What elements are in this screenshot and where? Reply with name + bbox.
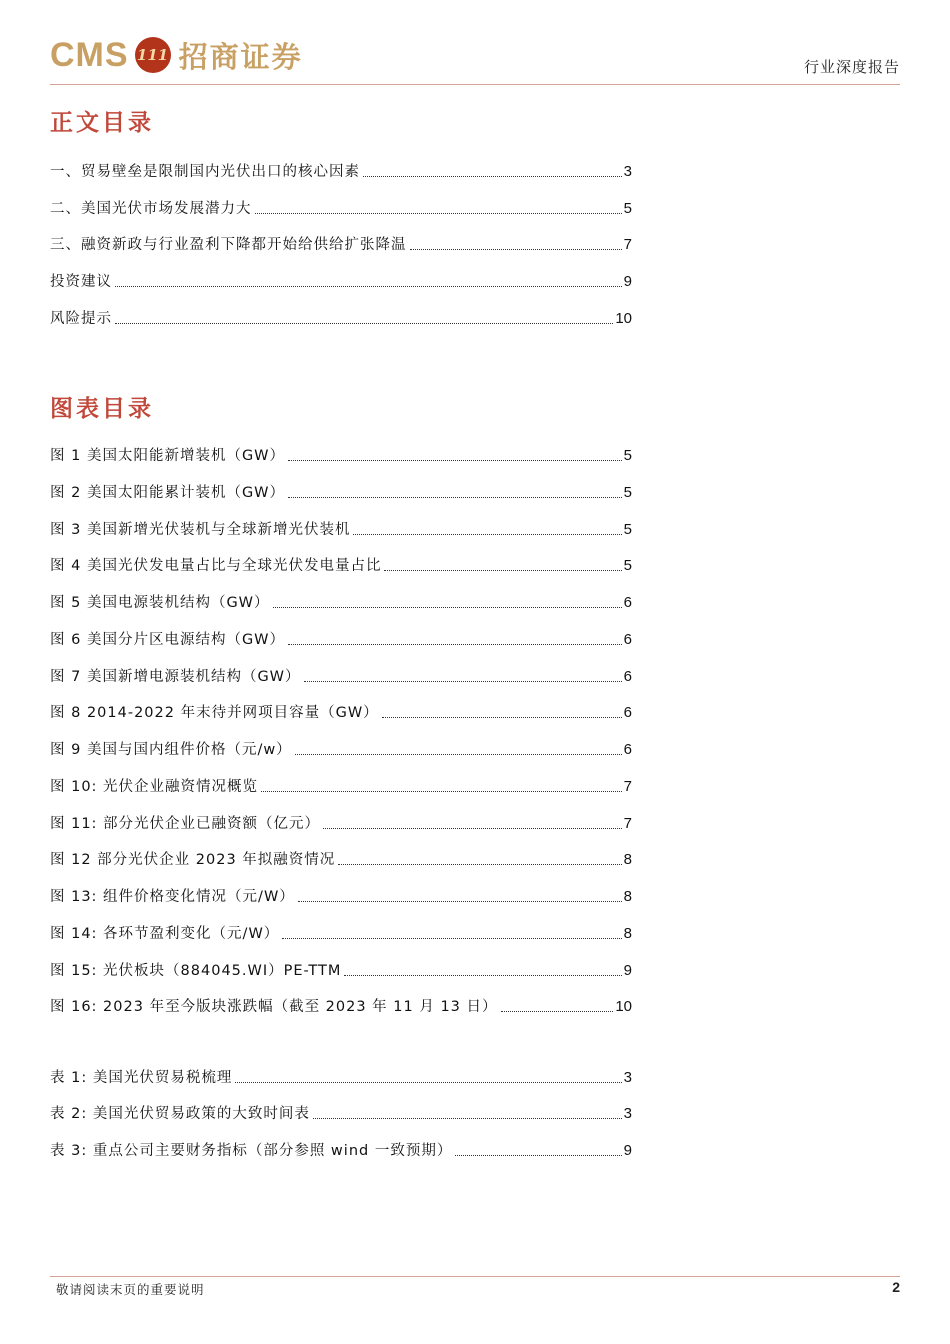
figure-entry-label: 图 9 美国与国内组件价格（元/w） — [50, 742, 292, 758]
figure-entry-page: 5 — [623, 521, 632, 538]
toc-entry[interactable] — [50, 197, 632, 219]
toc-leader-dots — [288, 644, 622, 645]
toc-leader-dots — [261, 791, 622, 792]
toc-leader-dots — [384, 570, 621, 571]
figure-entry[interactable] — [50, 628, 632, 650]
figure-entry-page: 7 — [623, 815, 632, 832]
figure-entry-page: 5 — [623, 557, 632, 574]
figure-entry[interactable] — [50, 848, 632, 870]
figure-entry[interactable] — [50, 701, 632, 723]
toc-entry[interactable] — [50, 160, 632, 182]
toc-leader-dots — [304, 681, 622, 682]
figure-entry[interactable] — [50, 959, 632, 981]
table-entry-label: 表 1: 美国光伏贸易税梳理 — [50, 1070, 233, 1086]
toc-leader-dots — [501, 1011, 614, 1012]
figure-entry-page: 6 — [623, 704, 632, 721]
table-entry-page: 3 — [623, 1105, 632, 1122]
toc-entry-page: 3 — [623, 163, 632, 180]
toc-entry-label: 一、贸易壁垒是限制国内光伏出口的核心因素 — [50, 164, 360, 180]
logo-badge-icon: 111 — [135, 37, 171, 73]
figure-entry-page: 7 — [623, 778, 632, 795]
footer-divider — [50, 1276, 900, 1277]
figure-entry-page: 9 — [623, 962, 632, 979]
toc-entry-label: 投资建议 — [50, 274, 112, 290]
figure-entry-label: 图 13: 组件价格变化情况（元/W） — [50, 889, 295, 905]
figure-entry-label: 图 6 美国分片区电源结构（GW） — [50, 632, 286, 648]
toc-entry[interactable] — [50, 307, 632, 329]
figure-entry[interactable] — [50, 554, 632, 576]
toc-entry-page: 7 — [623, 236, 632, 253]
table-entry-page: 3 — [623, 1069, 632, 1086]
toc-leader-dots — [298, 901, 622, 902]
toc-leader-dots — [115, 323, 613, 324]
figure-entry-label: 图 5 美国电源装机结构（GW） — [50, 595, 270, 611]
figure-entry[interactable] — [50, 665, 632, 687]
figure-entry-label: 图 14: 各环节盈利变化（元/W） — [50, 926, 280, 942]
figure-entry-page: 6 — [623, 741, 632, 758]
figure-entry-label: 图 3 美国新增光伏装机与全球新增光伏装机 — [50, 522, 351, 538]
report-type-label: 行业深度报告 — [803, 58, 900, 76]
footer-disclaimer-note: 敬请阅读末页的重要说明 — [56, 1282, 205, 1297]
page-number: 2 — [892, 1279, 900, 1295]
toc-leader-dots — [273, 607, 622, 608]
figure-entry[interactable] — [50, 885, 632, 907]
table-entry-page: 9 — [623, 1142, 632, 1159]
toc-leader-dots — [295, 754, 622, 755]
figure-entry-page: 6 — [623, 668, 632, 685]
figure-entry[interactable] — [50, 922, 632, 944]
toc-leader-dots — [288, 497, 622, 498]
figure-entry[interactable] — [50, 518, 632, 540]
logo-chinese-text: 招商证券 — [178, 39, 303, 74]
figure-entry-page: 8 — [623, 888, 632, 905]
figure-entry-label: 图 15: 光伏板块（884045.WI）PE-TTM — [50, 963, 342, 979]
figure-entry-label: 图 16: 2023 年至今版块涨跌幅（截至 2023 年 11 月 13 日） — [50, 999, 498, 1015]
toc-leader-dots — [235, 1082, 621, 1083]
toc-leader-dots — [323, 828, 622, 829]
cms-logo — [50, 34, 303, 76]
toc-leader-dots — [288, 460, 622, 461]
table-entry[interactable] — [50, 1139, 632, 1161]
figure-entry[interactable] — [50, 775, 632, 797]
toc-entry[interactable] — [50, 233, 632, 255]
logo-latin-text: CMS — [50, 35, 129, 74]
figure-entry-label: 图 11: 部分光伏企业已融资额（亿元） — [50, 816, 321, 832]
page-header — [50, 30, 900, 86]
figure-entry-page: 5 — [623, 447, 632, 464]
figure-entry-page: 6 — [623, 594, 632, 611]
toc-leader-dots — [363, 176, 622, 177]
main-toc-title: 正文目录 — [50, 109, 154, 136]
toc-entry-label: 三、融资新政与行业盈利下降都开始给供给扩张降温 — [50, 237, 407, 253]
toc-leader-dots — [455, 1155, 621, 1156]
toc-entry-page: 10 — [615, 310, 632, 327]
table-entry-label: 表 2: 美国光伏贸易政策的大致时间表 — [50, 1106, 310, 1122]
figure-entry[interactable] — [50, 591, 632, 613]
toc-leader-dots — [410, 249, 622, 250]
figure-entry-page: 8 — [623, 925, 632, 942]
figure-entry-label: 图 1 美国太阳能新增装机（GW） — [50, 448, 286, 464]
toc-entry[interactable] — [50, 270, 632, 292]
table-entry[interactable] — [50, 1102, 632, 1124]
figure-entry-page: 8 — [623, 851, 632, 868]
header-divider — [50, 84, 900, 85]
figure-entry[interactable] — [50, 738, 632, 760]
figure-entry-label: 图 7 美国新增电源装机结构（GW） — [50, 669, 301, 685]
toc-entry-label: 二、美国光伏市场发展潜力大 — [50, 201, 252, 217]
toc-leader-dots — [338, 864, 621, 865]
toc-entry-page: 5 — [623, 200, 632, 217]
table-entry[interactable] — [50, 1066, 632, 1088]
toc-leader-dots — [255, 213, 622, 214]
toc-entry-page: 9 — [623, 273, 632, 290]
figure-entry[interactable] — [50, 812, 632, 834]
figure-entry-label: 图 2 美国太阳能累计装机（GW） — [50, 485, 286, 501]
figure-entry-page: 10 — [615, 998, 632, 1015]
figure-entry[interactable] — [50, 995, 632, 1017]
toc-leader-dots — [382, 717, 622, 718]
toc-leader-dots — [115, 286, 622, 287]
toc-entry-label: 风险提示 — [50, 311, 112, 327]
figure-entry-label: 图 10: 光伏企业融资情况概览 — [50, 779, 259, 795]
table-entry-label: 表 3: 重点公司主要财务指标（部分参照 wind 一致预期） — [50, 1143, 453, 1159]
toc-leader-dots — [282, 938, 621, 939]
figure-entry-label: 图 8 2014-2022 年末待并网项目容量（GW） — [50, 705, 379, 721]
toc-leader-dots — [313, 1118, 622, 1119]
figure-entry[interactable] — [50, 481, 632, 503]
toc-leader-dots — [353, 534, 621, 535]
figure-entry-label: 图 4 美国光伏发电量占比与全球光伏发电量占比 — [50, 558, 382, 574]
figure-entry-page: 6 — [623, 631, 632, 648]
figure-entry-label: 图 12 部分光伏企业 2023 年拟融资情况 — [50, 852, 336, 868]
toc-leader-dots — [344, 975, 621, 976]
figure-toc-title: 图表目录 — [50, 395, 154, 422]
figure-entry[interactable] — [50, 444, 632, 466]
figure-entry-page: 5 — [623, 484, 632, 501]
